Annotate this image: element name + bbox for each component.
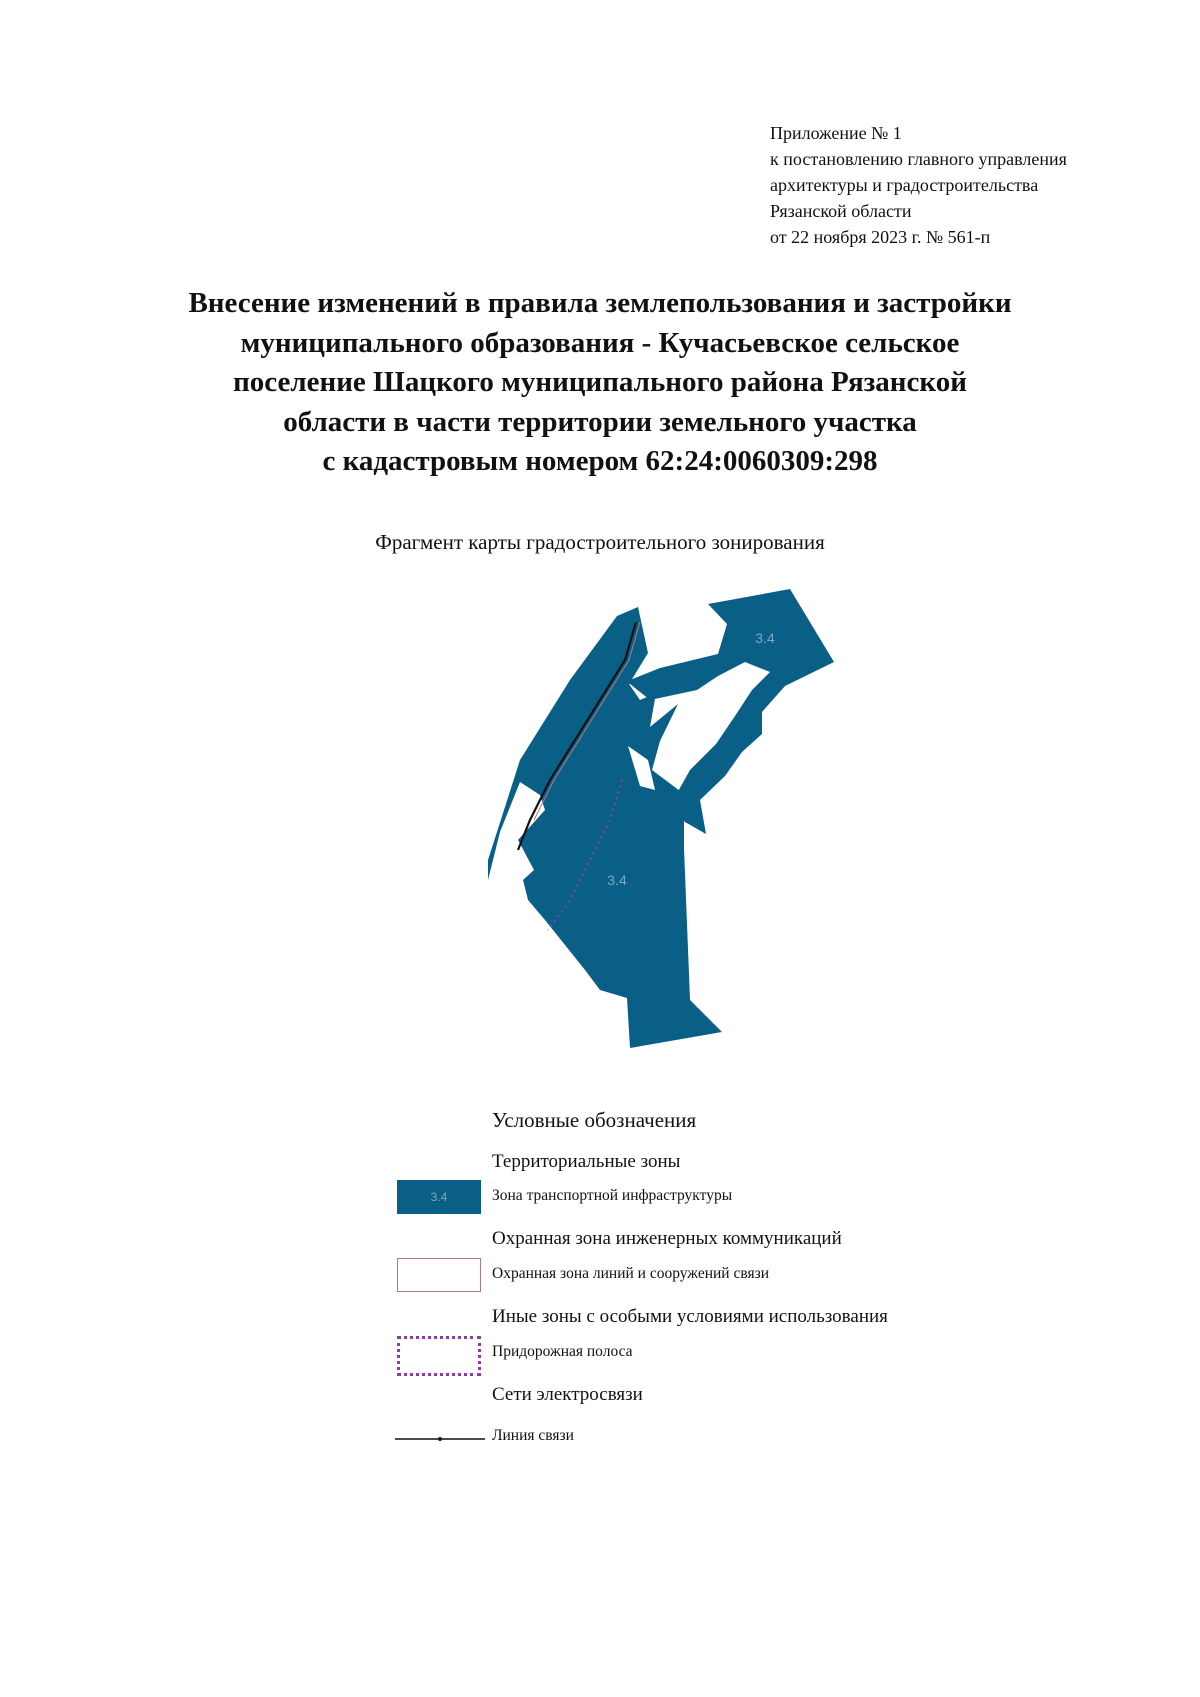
title-line: поселение Шацкого муниципального района Рязанской [233,366,967,398]
legend-swatch-communication-protection [397,1258,481,1292]
legend-section-engineering: Охранная зона инженерных коммуникаций [492,1228,842,1249]
appendix-block [770,120,1180,250]
document-title [100,284,1100,482]
zone-label-lower: 3.4 [607,872,627,888]
appendix-line: к постановлению главного управления [770,149,1067,169]
legend-section-territorial: Территориальные зоны [492,1151,681,1172]
legend-section-telecom: Сети электросвязи [492,1384,643,1405]
appendix-line: архитектуры и градостроительства [770,175,1039,195]
legend-section-other-zones: Иные зоны с особыми условиями использования [492,1306,888,1327]
zoning-map [380,575,860,1075]
map-subtitle: Фрагмент карты градостроительного зонирования [375,530,825,554]
appendix-line: Рязанской области [770,201,912,221]
legend-swatch-transport-zone [397,1180,481,1214]
legend-zone-code: 3.4 [430,1190,448,1204]
legend-item-transport-zone: Зона транспортной инфраструктуры [492,1187,733,1204]
appendix-line: Приложение № 1 [770,123,902,143]
title-line: муниципального образования - Кучасьевское сельское [240,326,960,359]
zone-label-upper: 3.4 [755,630,775,646]
legend-item-roadside-strip: Придорожная полоса [492,1343,633,1360]
legend-swatch-roadside-strip [397,1336,481,1376]
title-line: Внесение изменений в правила землепользования и застройки [188,287,1012,319]
legend-swatch-communication-line [395,1434,485,1444]
legend-item-communication-line: Линия связи [492,1427,574,1444]
legend-heading: Условные обозначения [492,1108,697,1132]
title-line: области в части территории земельного участка [283,405,917,438]
appendix-line: от 22 ноября 2023 г. № 561-п [770,227,991,247]
legend-item-communication-protection: Охранная зона линий и сооружений связи [492,1265,769,1282]
title-line: с кадастровым номером 62:24:0060309:298 [322,445,878,477]
